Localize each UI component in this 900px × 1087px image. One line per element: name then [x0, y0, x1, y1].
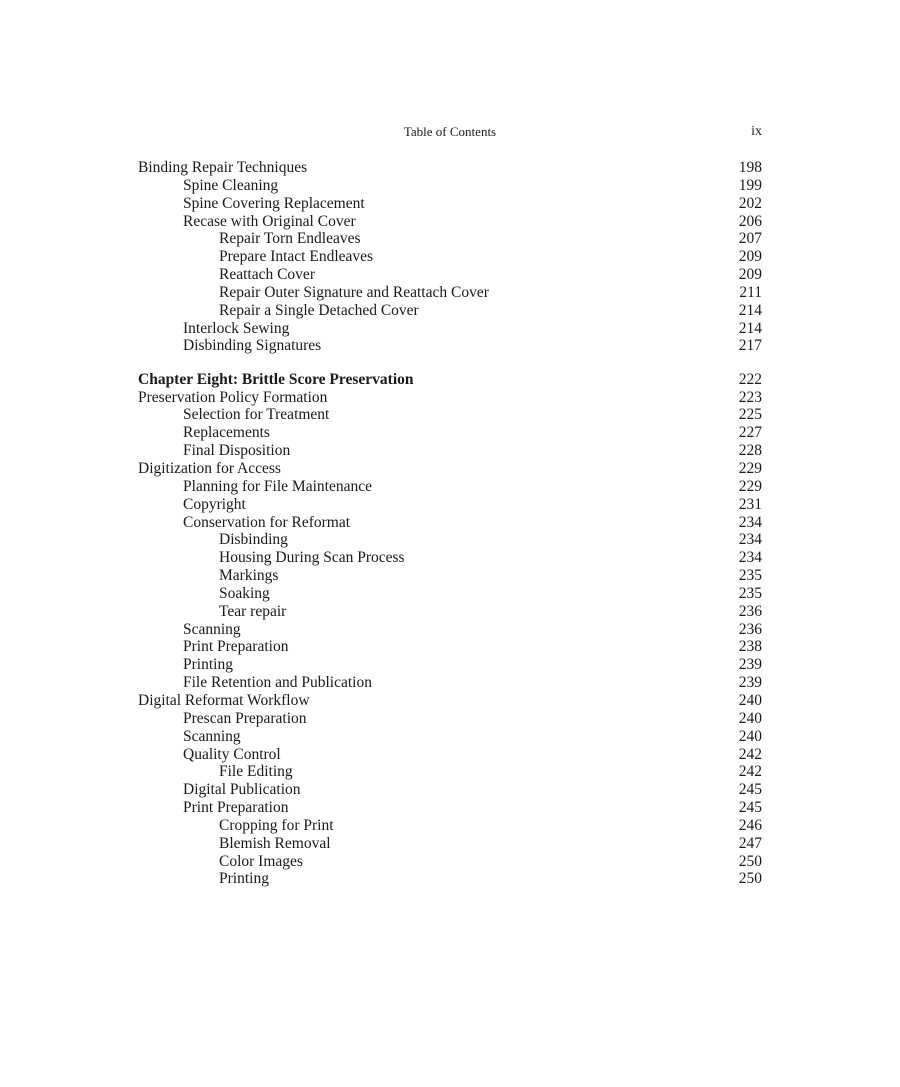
toc-entry-title: Chapter Eight: Brittle Score Preservation — [138, 370, 414, 388]
toc-entry-page: 225 — [738, 406, 762, 424]
toc-entry-page: 198 — [738, 159, 762, 176]
toc-entry-page: 240 — [738, 691, 762, 709]
toc-entry-title: Copyright — [183, 495, 246, 513]
toc-entry-title: Cropping for Print — [219, 816, 334, 834]
toc-entry — [138, 248, 762, 266]
toc-entry-page: 217 — [738, 337, 762, 355]
toc-entry-page: 239 — [738, 656, 762, 674]
table-of-contents — [138, 159, 762, 888]
toc-entry-page: 223 — [738, 388, 762, 406]
toc-entry-page: 245 — [738, 799, 762, 817]
toc-entry-page: 231 — [738, 495, 762, 513]
toc-entry-title: Blemish Removal — [219, 834, 331, 852]
toc-entry — [138, 320, 762, 338]
toc-entry-page: 242 — [738, 763, 762, 781]
toc-entry — [138, 460, 762, 478]
toc-entry — [138, 442, 762, 460]
toc-entry-page: 235 — [738, 584, 762, 602]
toc-entry-title: Printing — [183, 656, 233, 674]
toc-entry — [138, 817, 762, 835]
toc-entry-title: Markings — [219, 567, 279, 585]
toc-entry — [138, 763, 762, 781]
toc-entry — [138, 870, 762, 888]
toc-entry-title: Digitization for Access — [138, 460, 281, 477]
toc-entry — [138, 337, 762, 355]
toc-entry-title: File Editing — [219, 763, 293, 781]
toc-entry-title: Reattach Cover — [219, 266, 315, 284]
toc-entry-page: 214 — [738, 301, 762, 319]
toc-entry-title: Quality Control — [183, 745, 281, 763]
toc-entry — [138, 799, 762, 817]
toc-entry-page: 235 — [738, 567, 762, 585]
toc-entry-title: Disbinding Signatures — [183, 337, 322, 355]
toc-entry-title: Housing During Scan Process — [219, 549, 405, 567]
toc-entry-page: 240 — [738, 709, 762, 727]
toc-entry — [138, 406, 762, 424]
toc-entry-title: Soaking — [219, 584, 270, 602]
toc-entry-page: 234 — [738, 549, 762, 567]
toc-entry-title: Preservation Policy Formation — [138, 388, 328, 406]
toc-entry — [138, 710, 762, 728]
toc-entry-title: Planning for File Maintenance — [183, 477, 372, 495]
toc-entry-title: Digital Reformat Workflow — [138, 691, 310, 709]
toc-entry-page: 222 — [738, 370, 762, 388]
toc-entry-page: 207 — [738, 230, 762, 248]
page-number: ix — [751, 124, 762, 139]
toc-entry-page: 209 — [738, 266, 762, 284]
toc-entry-page: 209 — [738, 248, 762, 266]
toc-entry-title: Conservation for Reformat — [183, 513, 351, 531]
toc-entry — [138, 674, 762, 692]
toc-entry-page: 227 — [738, 424, 762, 442]
toc-entry — [138, 746, 762, 764]
toc-entry-page: 240 — [738, 727, 762, 745]
toc-entry-page: 229 — [738, 477, 762, 495]
toc-entry-title: Printing — [219, 870, 269, 888]
toc-entry — [138, 567, 762, 585]
toc-entry — [138, 213, 762, 231]
toc-entry-page: 250 — [738, 852, 762, 870]
toc-chapter-heading — [138, 371, 762, 389]
toc-entry-title: Print Preparation — [183, 799, 289, 817]
toc-entry-page: 202 — [738, 194, 762, 212]
toc-entry-page: 247 — [738, 834, 762, 852]
toc-entry — [138, 302, 762, 320]
toc-entry — [138, 159, 762, 177]
toc-entry — [138, 692, 762, 710]
running-header — [138, 124, 762, 144]
toc-entry — [138, 266, 762, 284]
toc-entry — [138, 531, 762, 549]
toc-entry — [138, 621, 762, 639]
toc-entry — [138, 389, 762, 407]
toc-entry-title: Final Disposition — [183, 442, 291, 460]
toc-entry — [138, 781, 762, 799]
toc-entry-title: Tear repair — [219, 602, 287, 620]
toc-entry-title: Color Images — [219, 852, 303, 870]
toc-entry-page: 245 — [738, 781, 762, 799]
toc-entry — [138, 284, 762, 302]
toc-entry — [138, 230, 762, 248]
toc-entry-page: 229 — [738, 460, 762, 477]
toc-entry-page: 211 — [739, 283, 762, 301]
toc-entry — [138, 638, 762, 656]
toc-entry-title: Repair Torn Endleaves — [219, 230, 361, 248]
toc-entry-page: 214 — [738, 319, 762, 337]
toc-entry-page: 242 — [738, 745, 762, 763]
toc-entry-title: Print Preparation — [183, 638, 289, 656]
toc-entry-page: 238 — [738, 638, 762, 656]
toc-entry-title: Scanning — [183, 620, 241, 638]
toc-entry — [138, 177, 762, 195]
toc-entry — [138, 835, 762, 853]
toc-entry — [138, 656, 762, 674]
toc-entry — [138, 853, 762, 871]
toc-entry — [138, 603, 762, 621]
toc-entry — [138, 195, 762, 213]
running-header-title: Table of Contents — [403, 124, 497, 139]
toc-entry-title: Replacements — [183, 424, 270, 442]
toc-entry-page: 239 — [738, 674, 762, 692]
toc-entry-title: Digital Publication — [183, 781, 301, 799]
toc-entry-page: 236 — [738, 620, 762, 638]
toc-entry — [138, 424, 762, 442]
toc-entry-page: 236 — [738, 602, 762, 620]
toc-entry-page: 228 — [738, 442, 762, 460]
toc-entry-page: 234 — [738, 531, 762, 549]
toc-entry — [138, 728, 762, 746]
toc-entry — [138, 514, 762, 532]
toc-entry-page: 250 — [738, 870, 762, 888]
toc-entry-title: Interlock Sewing — [183, 319, 290, 337]
toc-entry-title: File Retention and Publication — [183, 674, 372, 692]
toc-entry — [138, 478, 762, 496]
toc-entry-title: Prepare Intact Endleaves — [219, 248, 374, 266]
toc-entry-title: Selection for Treatment — [183, 406, 330, 424]
toc-entry — [138, 549, 762, 567]
toc-entry-page: 206 — [738, 212, 762, 230]
toc-entry-page: 199 — [738, 176, 762, 194]
toc-entry-title: Repair Outer Signature and Reattach Cover — [219, 283, 489, 301]
toc-entry-title: Repair a Single Detached Cover — [219, 301, 419, 319]
toc-entry-title: Disbinding — [219, 531, 288, 549]
toc-entry-title: Spine Covering Replacement — [183, 194, 365, 212]
toc-entry-title: Prescan Preparation — [183, 709, 307, 727]
toc-entry-page: 234 — [738, 513, 762, 531]
toc-entry-title: Spine Cleaning — [183, 176, 279, 194]
toc-entry-title: Recase with Original Cover — [183, 212, 356, 230]
toc-entry-title: Binding Repair Techniques — [138, 159, 308, 176]
toc-entry — [138, 585, 762, 603]
toc-entry-title: Scanning — [183, 727, 241, 745]
toc-entry-page: 246 — [738, 816, 762, 834]
toc-entry — [138, 496, 762, 514]
